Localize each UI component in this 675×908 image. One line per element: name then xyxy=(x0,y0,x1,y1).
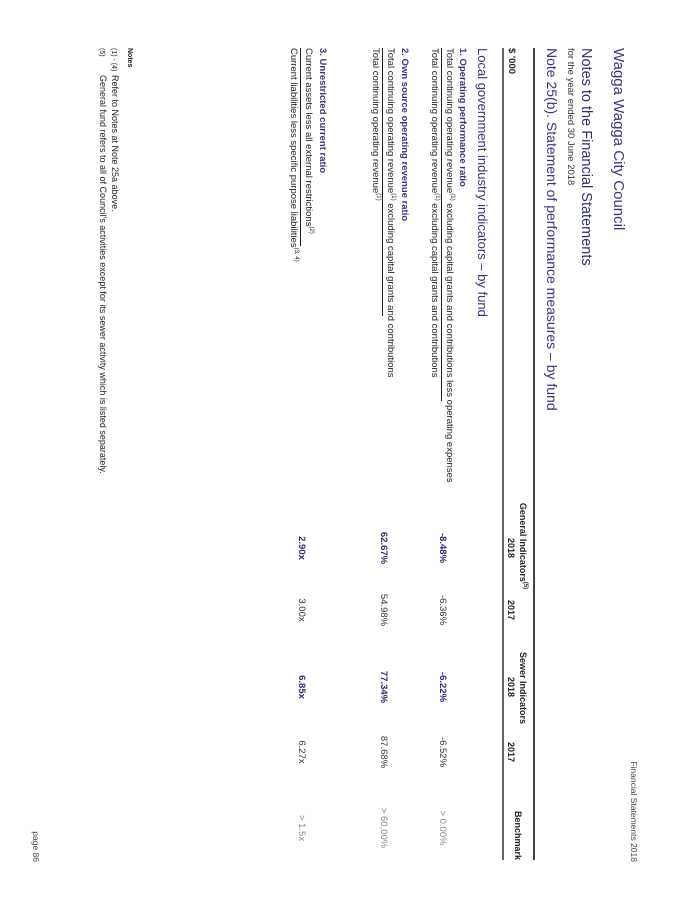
value-sewer-2018: -6.22% xyxy=(437,671,448,703)
ratio-numerator-unrestricted xyxy=(303,48,314,234)
value-sewer-2018: 77.34% xyxy=(378,670,389,704)
denominator-text: Total continuing operating revenue xyxy=(429,48,440,194)
value-sewer-2017: 87.68% xyxy=(378,735,389,769)
numerator-text: Current assets less all external restrictions xyxy=(303,48,314,227)
org-name: Wagga Wagga City Council xyxy=(610,48,627,231)
numerator-sup: (1) xyxy=(390,193,397,201)
value-general-2018: 62.67% xyxy=(378,531,389,565)
units-label: $ '000 xyxy=(506,48,517,75)
denominator-text-b: excluding capital grants and contributions xyxy=(429,203,440,378)
note-title: Note 25(b). Statement of performance measures – by fund xyxy=(544,48,560,411)
ratio-title-unrestricted: 3. Unrestricted current ratio xyxy=(317,48,328,174)
benchmark-unrestricted: > 1.5x xyxy=(296,814,307,842)
ratio-numerator-operating xyxy=(444,48,455,483)
col-general-label: General Indicators xyxy=(518,502,528,582)
numerator-text-b: excluding capital grants and contributions xyxy=(385,203,396,378)
denominator-sup: (3, 4) xyxy=(293,247,300,262)
col-header-benchmark: Benchmark xyxy=(513,810,523,860)
numerator-sup: (1) xyxy=(449,193,456,201)
note-text: Refer to Notes at Note 25a above. xyxy=(110,75,120,212)
page-number: page 86 xyxy=(31,831,41,862)
note-item xyxy=(98,48,108,474)
notes-heading-small: Notes xyxy=(126,48,133,68)
numerator-text: Total continuing operating revenue xyxy=(444,48,455,194)
col-general-sup: (5) xyxy=(522,581,528,590)
col-header-general xyxy=(518,486,528,606)
ratio-denominator-operating xyxy=(429,48,440,378)
denominator-text: Total continuing operating revenue xyxy=(370,48,381,194)
numerator-sup: (2) xyxy=(308,226,315,234)
ratio-numerator-own-source xyxy=(385,48,396,378)
ratio-title-own-source: 2. Own source operating revenue ratio xyxy=(399,48,410,222)
value-sewer-2017: -6.52% xyxy=(437,736,448,768)
denominator-sup: (1) xyxy=(434,193,441,201)
section-heading: Local government industry indicators – by fund xyxy=(475,48,490,317)
ratio-denominator-own-source xyxy=(370,48,381,201)
ratio-title-operating: 1. Operating performance ratio xyxy=(457,48,468,187)
ratio-denominator-unrestricted xyxy=(288,48,299,262)
denominator-sup: (1) xyxy=(375,193,382,201)
benchmark-operating: > 0.00% xyxy=(437,810,448,846)
note-ref: (5) xyxy=(98,48,105,57)
value-general-2017: -6.36% xyxy=(437,594,448,626)
value-general-2017: 3.00x xyxy=(296,598,307,622)
notes-heading: Notes to the Financial Statements xyxy=(578,48,594,266)
year-sewer-2017: 2017 xyxy=(506,741,516,763)
fraction-line xyxy=(441,48,442,401)
year-general-2018: 2018 xyxy=(506,537,516,559)
period-text: for the year ended 30 June 2018 xyxy=(565,48,576,186)
note-text: General fund refers to all of Council's activities except for its sewer activity which is listed separately. xyxy=(98,75,108,474)
note-item xyxy=(110,48,120,212)
top-rule xyxy=(534,48,536,860)
numerator-text-b: excluding capital grants and contributions less operating expenses xyxy=(444,203,455,483)
denominator-text: Current liabilities less specific purpose liabilities xyxy=(288,48,299,248)
benchmark-own-source: > 60.00% xyxy=(378,807,389,849)
numerator-text: Total continuing operating revenue xyxy=(385,48,396,194)
fraction-line xyxy=(382,48,383,316)
value-general-2018: -8.48% xyxy=(437,532,448,564)
fraction-line xyxy=(300,48,301,246)
header-rule xyxy=(503,48,505,860)
value-sewer-2018: 6.85x xyxy=(296,675,307,699)
value-general-2018: 2.90x xyxy=(296,536,307,560)
year-sewer-2018: 2018 xyxy=(506,676,516,698)
note-ref: (1) - (4) xyxy=(110,48,117,72)
col-header-sewer: Sewer Indicators xyxy=(518,651,528,725)
value-sewer-2017: 6.27x xyxy=(296,740,307,764)
doc-label: Financial Statements 2018 xyxy=(629,761,639,862)
year-general-2017: 2017 xyxy=(506,599,516,621)
value-general-2017: 54.98% xyxy=(378,593,389,627)
